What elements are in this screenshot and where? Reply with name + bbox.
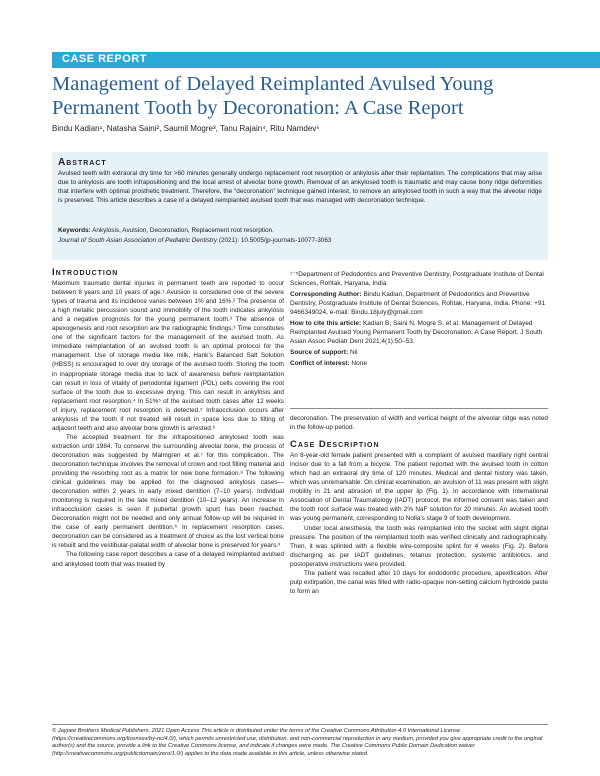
license-footer: © Jaypee Brothers Medical Publishers. 2021 Open Access This article is distributed under the terms of the Creative Commons Attribution 4.0 International License (https://creativecommons.org/licenses/by-nc/4.0/), which permits unrestricted use, distribution, and non-commercial reproduction in any medium, provided you give appropriate credit to the original author(s) and the source, provide a link to the Creative Commons license, and indicate if changes were made. The Creative Commons Public Domain Dedication waiver (http://creativecommons.org/publicdomain/zero/1.0/) applies to the data made available in this article, unless otherwise stated. — [52, 728, 543, 757]
support-label: Source of support: — [290, 349, 349, 356]
abstract-text: Avulsed teeth with extraoral dry time for >60 minutes generally undergo replacement root resorption or ankylosis after their replantation. The complications that may arise due to ankylosis are tooth infrapositioning and the local arrest of alveolar bone growth. Removal of an ankylosed tooth is traumatic and may cause bony ridge deformities that interfere with optimal prosthetic treatment. Therefore, the “decoronation” technique gained interest, to remove an ankylosed tooth in such a way that the alveolar ridge is preserved. This article describes a case of a delayed reimplanted avulsed tooth that was managed with decoronation technique. — [58, 170, 542, 204]
journal-citation — [58, 236, 542, 245]
case-paragraph-2: Under local anesthesia, the tooth was reimplanted into the socket with slight digital pressure. The position of the reimplanted tooth was verified clinically and radiographically. Then, it was splinted with a flexible wire-composite splint for 4 weeks (Fig. 2). Before discharging as per IADT guidelines, tetanus protection, systemic antibiotics, and postoperative instructions were provided. — [290, 524, 548, 568]
journal-name: Journal of South Asian Association of Pediatric Dentistry — [58, 237, 218, 244]
corresponding-text: Bindu Kadian, Department of Pedodontics and Preventive Dentistry, Postgraduate Institute of Dental Sciences, Rohtak, Haryana, India, Phone: +91 9466349024, e-mail: Bindu.18july@gmail.com — [290, 291, 546, 316]
intro-paragraph-3: The following case report describes a case of a delayed reimplanted avulsed and ankylosed tooth that was treated by — [52, 551, 284, 568]
intro-paragraph-1: Maximum traumatic dental injuries in permanent teeth are reported to occur between 8 years and 10 years of age.¹ Avulsion is considered one of the severe types of trauma and its incidence varies between 1% and 16%.² The presence of a high metallic percussion sound and immobility of the tooth indicates ankylosis and a negative prognosis for the young permanent tooth.³ The absence of apexogenesis and root resorption are the radiographic findings.³ Time constitutes one of the significant factors for the management of the avulsed tooth. As immediate reimplantation of an avulsed tooth is an optimal protocol for the management. Use of storage media like milk, Hank’s Balanced Salt Solution (HBSS) is encouraged to over dry storage of the avulsed tooth. Storing the tooth in inappropriate storage media due to lack of awareness before reimplantation can result in loss of vitality of periodontal ligament (PDL) cells covering the root surface of the tooth due to excessive drying. This can result in ankylosis and replacement root resorption.⁴ In 51%⁵ of the avulsed tooth cases after 12 weeks of injury, replacement root resorption is detected.⁵ Infraocclusion occurs after ankylosis of the tooth if not treated will result in space loss due to tilting of adjacent teeth and also alveolar bone growth is arrested.⁶ — [52, 280, 284, 432]
department-affiliation: ¹⁻⁵Department of Pedodontics and Preventive Dentistry, Postgraduate Institute of Dental Sciences, Rohtak, Haryana, India — [290, 271, 544, 287]
conflict-of-interest — [290, 359, 548, 368]
case-description-heading: Case Description — [290, 439, 380, 451]
case-paragraph-3: The patient was recalled after 10 days for endodontic procedure, apexification. After pulp extirpation, the canal was filled with radio-opaque non-setting calcium hydroxide paste to form an — [290, 569, 548, 595]
conflict-label: Conflict of interest: — [290, 360, 350, 367]
source-of-support — [290, 348, 548, 357]
corresponding-author — [290, 290, 548, 317]
support-text: Nil — [349, 349, 358, 356]
cite-text: Kadian B, Saini N, Mogre S, et al. Management of Delayed Reimplanted Avulsed Young Permanent Tooth by Decoronation: A Case Report. J South Asian Assoc Pediatr Dent 2021;4(1):50–53. — [290, 320, 543, 345]
keywords-label: Keywords: — [58, 227, 91, 234]
affiliation-block — [290, 270, 548, 370]
author-list: Bindu Kadian¹, Natasha Saini², Saumil Mogre³, Tanu Rajain⁴, Ritu Namdev⁵ — [52, 124, 320, 133]
left-column — [52, 268, 284, 569]
section-label: CASE REPORT — [62, 53, 147, 65]
affiliation-divider — [290, 408, 548, 409]
keywords-line — [58, 226, 542, 235]
corresponding-label: Corresponding Author: — [290, 291, 362, 298]
right-column — [290, 414, 548, 596]
abstract-heading: Abstract — [58, 157, 107, 168]
intro-paragraph-2: The accepted treatment for the infrapositioned ankylosed tooth was extraction until 1984. To conserve the surrounding alveolar bone, the process of decoronation was suggested by Malmgren et al.⁷ for this complication. The decoronation technique involves the removal of crown and root filling material and providing the resorbing root as a matrix for new bone formation.⁸ The following clinical guidelines may be applied for the diagnosed ankylosis cases—decoronation within 2 years in early mixed dentition (7–10 years). Individual monitoring is required in the late mixed dentition (10–12 years). An increase in infraocclusion cases is seen if pubertal growth spurt has been reached. Decoronation might not be needed and only annual follow-up will be required in the case of early permanent dentition.⁶ In replacement resorption cases, decoronation can be considered as a treatment of choice as the lost vertical bone is rebuilt and the vestibular-palatal width of alveolar bone is preserved for years.³ — [52, 433, 284, 550]
footer-divider — [52, 724, 548, 725]
conflict-text: None — [351, 360, 367, 367]
article-title: Management of Delayed Reimplanted Avulsed Young Permanent Tooth by Decoronation: A Case Report — [52, 73, 494, 119]
keywords-text: Ankylosis, Avulsion, Decoronation, Replacement root resorption. — [92, 227, 274, 234]
continued-paragraph: decoronation. The preservation of width and vertical height of the alveolar ridge was noted in the follow-up period. — [290, 415, 548, 432]
introduction-heading: Introduction — [52, 267, 119, 278]
cite-label: How to cite this article: — [290, 320, 362, 327]
case-paragraph-1: An 8-year-old female patient presented with a complaint of avulsed maxillary right central incisor due to a fall from a bicycle. The patient reported with the avulsed tooth in cotton which had an extraoral dry time of 120 minutes. Medical and dental history was taken, which was unremarkable. On clinical examination, an avulsion of 11 was present with slight mobility in 21 and abrasion of the upper lip (Fig. 1). In accordance with International Association of Dental Traumatology (IADT) protocol, the informed consent was taken and the tooth root surface was treated with 2% NaF solution for 20 minutes. An avulsed tooth was young permanent, corresponding to Nolla’s stage 9 of tooth development. — [290, 452, 548, 523]
journal-doi: (2021): 10.5005/jp-journals-10077-3063 — [218, 237, 332, 244]
cite-this-article — [290, 319, 548, 346]
